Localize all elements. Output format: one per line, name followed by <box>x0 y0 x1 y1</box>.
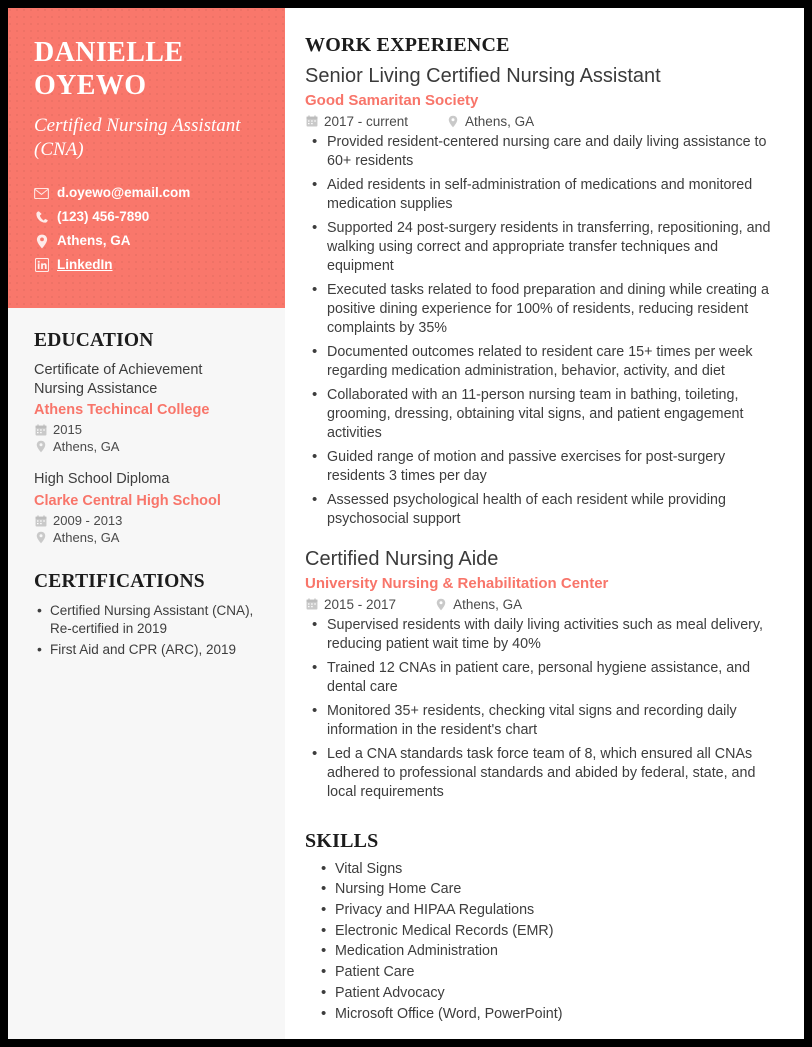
list-item: • Executed tasks related to food preparation and dining while creating a positive dining experience for 100% of residents, reducing resident complaints by 35% <box>305 281 782 338</box>
education-dates-row <box>34 513 263 528</box>
list-item: • Privacy and HIPAA Regulations <box>305 900 782 921</box>
education-dates-row <box>34 422 263 437</box>
job-bullets <box>305 133 782 529</box>
education-heading: EDUCATION <box>34 329 154 351</box>
list-item: • Trained 12 CNAs in patient care, personal hygiene assistance, and dental care <box>305 659 782 697</box>
list-item: • Documented outcomes related to resident care 15+ times per week regarding medication administration, behavior, activity, and diet <box>305 343 782 381</box>
job-entry <box>305 64 782 529</box>
list-item: • Provided resident-centered nursing care and daily living assistance to 60+ residents <box>305 133 782 171</box>
job-location-row <box>434 597 522 612</box>
contact-email-text: d.oyewo@email.com <box>57 185 191 201</box>
job-company: Good Samaritan Society <box>305 92 479 109</box>
list-item: • Supervised residents with daily living activities such as meal delivery, reducing patient wait time by 40% <box>305 616 782 654</box>
education-entry <box>34 470 263 545</box>
contact-linkedin-text[interactable]: LinkedIn <box>57 257 113 273</box>
contact-location-text: Athens, GA <box>57 233 131 249</box>
calendar-icon <box>34 423 47 436</box>
map-pin-icon <box>34 440 47 453</box>
linkedin-icon <box>34 258 49 273</box>
education-location: Athens, GA <box>53 439 120 455</box>
skills-heading: SKILLS <box>305 829 379 852</box>
list-item: • Supported 24 post-surgery residents in transferring, repositioning, and walking using correct and appropriate transfer techniques and equipment <box>305 219 782 276</box>
sidebar <box>8 8 285 1039</box>
map-pin-icon <box>446 115 459 128</box>
list-item: • Medication Administration <box>305 941 782 962</box>
list-item: • Electronic Medical Records (EMR) <box>305 921 782 942</box>
list-item: • Monitored 35+ residents, checking vital signs and recording daily information in the resident's chart <box>305 702 782 740</box>
skills-list <box>305 859 782 1025</box>
education-location: Athens, GA <box>53 530 120 545</box>
education-location-row <box>34 439 263 454</box>
job-company: University Nursing & Rehabilitation Center <box>305 574 609 592</box>
education-school: Athens Techincal College <box>34 402 210 419</box>
contact-email <box>34 186 261 201</box>
map-pin-icon <box>434 598 447 611</box>
job-dates-row <box>305 114 408 129</box>
contact-linkedin[interactable] <box>34 258 261 273</box>
work-experience-heading: WORK EXPERIENCE <box>305 34 510 56</box>
list-item: • Collaborated with an 11-person nursing team in bathing, toileting, grooming, dressing, obtaining vital signs, and patient engagement activities <box>305 386 782 443</box>
list-item: • First Aid and CPR (ARC), 2019 <box>34 641 263 659</box>
job-meta <box>305 114 782 129</box>
contact-phone-text: (123) 456-7890 <box>57 209 150 225</box>
map-pin-icon <box>34 531 47 544</box>
job-role: Certified Nursing Aide <box>305 547 499 570</box>
contact-list <box>34 186 261 273</box>
education-entry <box>34 361 263 455</box>
calendar-icon <box>34 514 47 527</box>
job-meta <box>305 597 782 612</box>
main-content <box>285 8 804 1039</box>
professional-title: Certified Nursing Assistant (CNA) <box>34 115 241 160</box>
list-item: • Aided residents in self-administration of medications and monitored medication supplies <box>305 176 782 214</box>
education-school: Clarke Central High School <box>34 492 221 509</box>
envelope-icon <box>34 186 49 201</box>
education-degree-line-1: Certificate of Achievement <box>34 361 203 378</box>
job-entry <box>305 547 782 802</box>
calendar-icon <box>305 598 318 611</box>
education-dates: 2015 <box>53 422 82 438</box>
page-title <box>34 36 261 102</box>
first-name: DANIELLE <box>34 37 184 68</box>
job-role: Senior Living Certified Nursing Assistant <box>305 65 661 87</box>
education-degree-line-2: Nursing Assistance <box>34 380 158 397</box>
list-item: • Microsoft Office (Word, PowerPoint) <box>305 1004 782 1025</box>
education-location-row <box>34 530 263 545</box>
job-dates: 2017 - current <box>324 113 409 129</box>
education-dates: 2009 - 2013 <box>53 513 123 528</box>
list-item: • Nursing Home Care <box>305 879 782 900</box>
job-bullets <box>305 616 782 802</box>
resume-page <box>8 8 804 1039</box>
job-location: Athens, GA <box>453 596 523 612</box>
sidebar-body <box>8 308 285 660</box>
map-pin-icon <box>34 234 49 249</box>
last-name: OYEWO <box>34 70 147 102</box>
contact-phone <box>34 210 261 225</box>
list-item: • Certified Nursing Assistant (CNA), Re-certified in 2019 <box>34 602 263 638</box>
job-dates: 2015 - 2017 <box>324 596 397 612</box>
list-item: • Led a CNA standards task force team of 8, which ensured all CNAs adhered to professional standards and abided by federal, state, and local requirements <box>305 745 782 802</box>
phone-icon <box>34 210 49 225</box>
list-item: • Vital Signs <box>305 859 782 880</box>
contact-location <box>34 234 261 249</box>
sidebar-header <box>8 8 285 308</box>
job-dates-row <box>305 597 396 612</box>
job-location: Athens, GA <box>465 113 535 129</box>
list-item: • Assessed psychological health of each resident while providing psychosocial support <box>305 491 782 529</box>
calendar-icon <box>305 115 318 128</box>
job-location-row <box>446 114 534 129</box>
certifications-list <box>34 602 263 659</box>
list-item: • Guided range of motion and passive exercises for post-surgery residents 3 times per day <box>305 448 782 486</box>
list-item: • Patient Advocacy <box>305 983 782 1004</box>
education-degree-line-1: High School Diploma <box>34 471 170 488</box>
certifications-heading: CERTIFICATIONS <box>34 571 205 592</box>
list-item: • Patient Care <box>305 962 782 983</box>
